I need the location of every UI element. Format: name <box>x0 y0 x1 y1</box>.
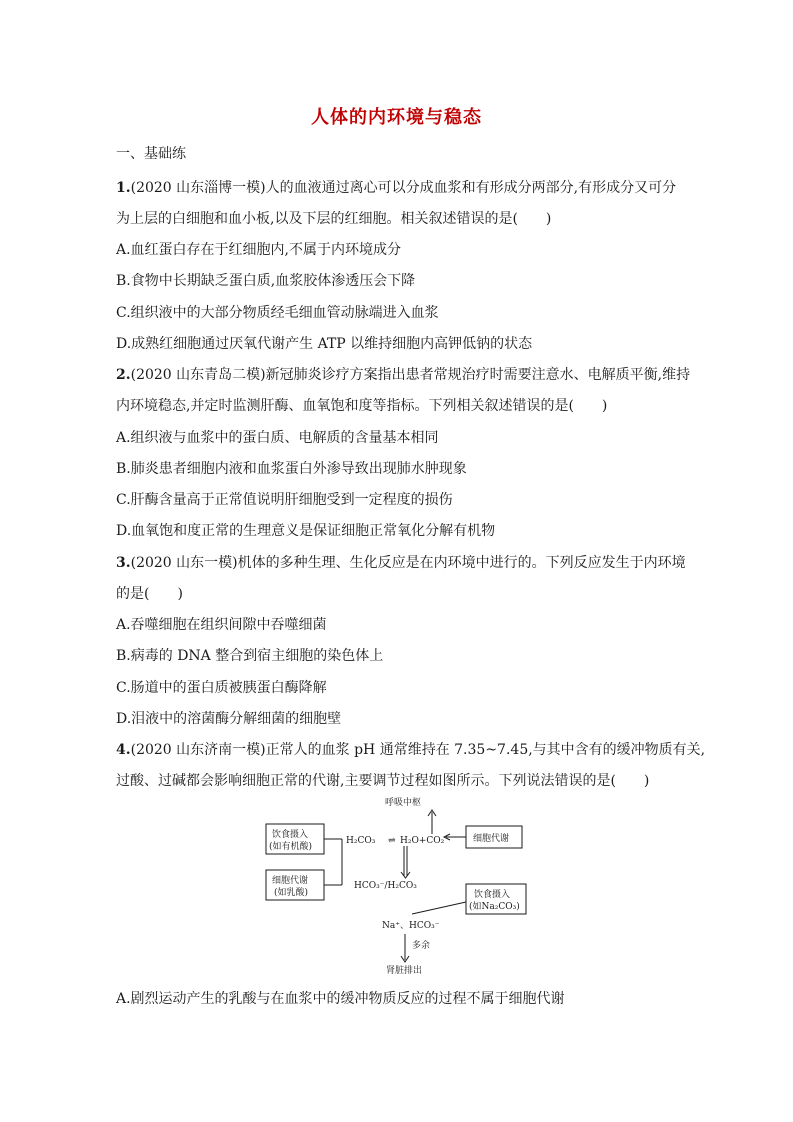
page-title: 人体的内环境与稳态 <box>311 107 482 128</box>
question-1-option-b: B.食物中长期缺乏蛋白质,血浆胶体渗透压会下降 <box>116 273 416 289</box>
question-4-option-a: A.剧烈运动产生的乳酸与在血浆中的缓冲物质反应的过程不属于细胞代谢 <box>116 991 565 1007</box>
ph-regulation-diagram <box>262 796 532 976</box>
question-1-option-d: D.成熟红细胞通过厌氧代谢产生 ATP 以维持细胞内高钾低钠的状态 <box>116 336 533 352</box>
question-3-option-b: B.病毒的 DNA 整合到宿主细胞的染色体上 <box>116 648 384 664</box>
resp-center-label: 呼吸中枢 <box>385 798 422 808</box>
lactic-label-1: 细胞代谢 <box>272 876 309 886</box>
question-number: 1. <box>116 180 131 196</box>
ions-label: Na⁺、HCO₃⁻ <box>382 921 440 931</box>
equation-h2o-co2: H₂O+CO₂ <box>400 836 445 846</box>
question-2-line-1: 2.(2020 山东青岛二模)新冠肺炎诊疗方案指出患者常规治疗时需要注意水、电解质平衡,维持 <box>116 367 691 383</box>
cell-metab-label: 细胞代谢 <box>473 834 510 844</box>
question-1-option-a: A.血红蛋白存在于红细胞内,不属于内环境成分 <box>116 242 402 258</box>
question-2-option-d: D.血氧饱和度正常的生理意义是保证细胞正常氧化分解有机物 <box>116 523 496 539</box>
kidney-label: 肾脏排出 <box>386 966 423 976</box>
question-4-line-2: 过酸、过碱都会影响细胞正常的代谢,主要调节过程如图所示。下列说法错误的是( ) <box>116 773 650 789</box>
question-3-option-d: D.泪液中的溶菌酶分解细菌的细胞壁 <box>116 711 342 727</box>
arrow-head <box>401 872 410 878</box>
question-3-line-2: 的是( ) <box>116 586 183 602</box>
question-number: 3. <box>116 555 131 571</box>
diet-base-label-2: (如Na₂CO₃) <box>469 902 520 912</box>
diet-base-label-1: 饮食摄入 <box>474 890 511 900</box>
question-number: 4. <box>116 742 131 758</box>
question-1-option-c: C.组织液中的大部分物质经毛细血管动脉端进入血浆 <box>116 305 439 321</box>
question-2-option-b: B.肺炎患者细胞内液和血浆蛋白外渗导致出现肺水肿现象 <box>116 461 467 477</box>
arrow-diet-base <box>412 902 466 914</box>
question-3-option-c: C.肠道中的蛋白质被胰蛋白酶降解 <box>116 680 327 696</box>
question-1-line-2: 为上层的白细胞和血小板,以及下层的红细胞。相关叙述错误的是( ) <box>116 211 552 227</box>
question-number: 2. <box>116 367 131 383</box>
diet-acid-label-2: (如有机酸) <box>269 842 313 852</box>
question-1-line-1: 1.(2020 山东淄博一模)人的血液通过离心可以分成血浆和有形成分两部分,有形成分又可分 <box>116 180 677 196</box>
question-4-line-1: 4.(2020 山东济南一模)正常人的血浆 pH 通常维持在 7.35~7.45,与其中含有的缓冲物质有关, <box>116 742 706 758</box>
question-3-option-a: A.吞噬细胞在组织间隙中吞噬细菌 <box>116 617 327 633</box>
section-heading: 一、基础练 <box>116 146 186 162</box>
question-2-line-2: 内环境稳态,并定时监测肝酶、血氧饱和度等指标。下列相关叙述错误的是( ) <box>116 398 608 414</box>
lactic-label-2: (如乳酸) <box>274 888 309 898</box>
equation-h2co3: H₂CO₃ <box>346 836 376 846</box>
excess-label: 多余 <box>412 941 431 951</box>
question-2-option-c: C.肝酶含量高于正常值说明肝细胞受到一定程度的损伤 <box>116 492 453 508</box>
diet-acid-label-1: 饮食摄入 <box>272 830 309 840</box>
question-2-option-a: A.组织液与血浆中的蛋白质、电解质的含量基本相同 <box>116 430 439 446</box>
equilibrium-arrow: ⇌ <box>388 836 396 846</box>
question-3-line-1: 3.(2020 山东一模)机体的多种生理、生化反应是在内环境中进行的。下列反应发生于内环境 <box>116 555 686 571</box>
buffer-label: HCO₃⁻/H₂CO₃ <box>354 881 417 891</box>
